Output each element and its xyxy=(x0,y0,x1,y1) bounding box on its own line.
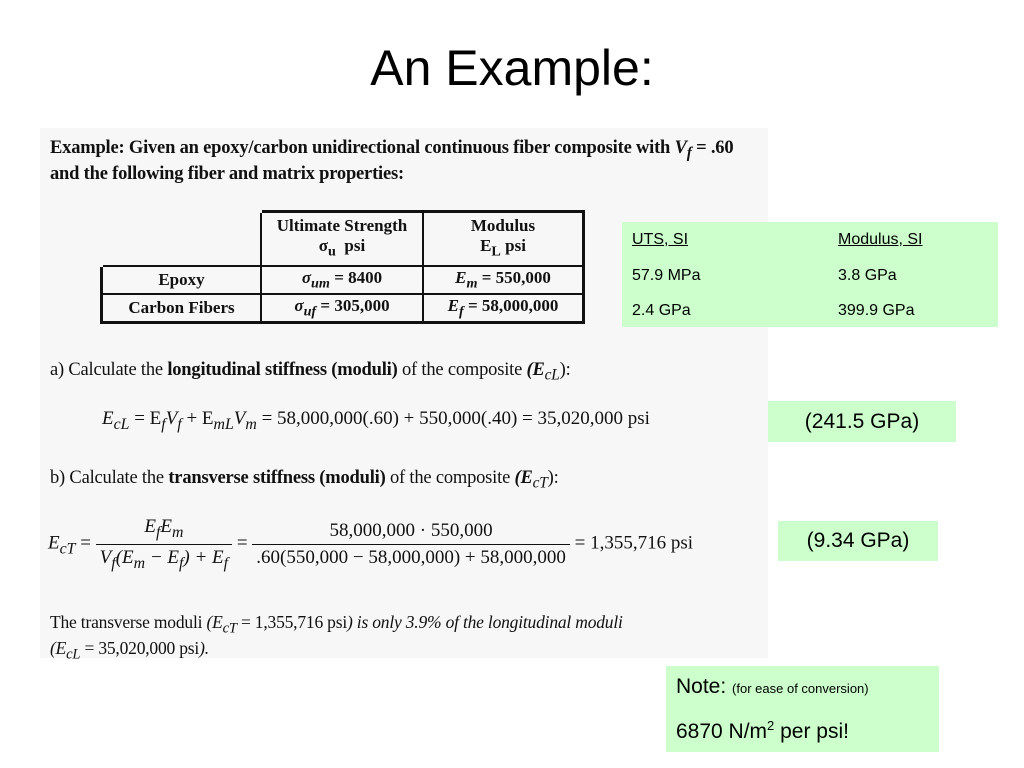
part-a-end: ): xyxy=(559,360,571,380)
eq-a-rhs: = E xyxy=(134,408,162,429)
note-sup: 2 xyxy=(767,718,775,733)
conclusion-a: The transverse moduli xyxy=(50,612,207,632)
header-modulus-symbol: E xyxy=(480,236,492,256)
eq-a-plus: + E xyxy=(181,408,214,429)
part-a-question xyxy=(50,358,571,388)
strength-sub: uf xyxy=(303,303,317,320)
table-row xyxy=(102,294,584,323)
row-epoxy-name: Epoxy xyxy=(102,266,262,294)
header-modulus-unit: psi xyxy=(505,236,526,256)
frac2-denominator: .60(550,000 − 58,000,000) + 58,000,000 xyxy=(256,546,566,568)
strength-symbol: σ xyxy=(294,295,304,315)
slide-title: An Example: xyxy=(370,40,654,96)
example-intro-text: Example: Given an epoxy/carbon unidirectional continuous fiber composite with xyxy=(50,138,671,158)
frac1-num-e: E xyxy=(144,516,156,537)
conclusion2-sym: (E xyxy=(50,638,67,658)
part-b-end: ): xyxy=(547,468,559,488)
frac1-den-sub2: m xyxy=(133,554,146,572)
example-intro-line2: and the following fiber and matrix properties: xyxy=(50,164,404,184)
eq-b-equals: = xyxy=(75,532,96,554)
note-box xyxy=(666,666,939,752)
conclusion2-c: ). xyxy=(199,638,209,658)
si-row-carbon-modulus: 399.9 GPa xyxy=(838,302,915,319)
part-b-prefix: b) Calculate the xyxy=(50,468,169,488)
si-header-uts: UTS, SI xyxy=(632,231,689,248)
table-header-modulus xyxy=(423,212,584,267)
si-units-table xyxy=(622,222,998,327)
conclusion2-sub: cL xyxy=(66,646,81,663)
part-b-suffix: of the composite xyxy=(385,468,515,488)
eq-a-sub4: m xyxy=(245,415,257,433)
row-carbon-name: Carbon Fibers xyxy=(102,294,262,323)
header-modulus-sub: L xyxy=(491,243,501,260)
part-a-symbol: (E xyxy=(526,360,545,380)
row-carbon-modulus xyxy=(423,294,584,323)
part-b-question xyxy=(50,466,559,496)
strength-value: = 8400 xyxy=(329,267,383,287)
fraction-symbolic xyxy=(96,516,232,573)
eq-a-numbers: = 58,000,000(.60) + 550,000(.40) = 35,020,000 psi xyxy=(256,408,650,429)
note-small: (for ease of conversion) xyxy=(732,681,869,696)
part-a-suffix: of the composite xyxy=(397,360,527,380)
vf-sub: f xyxy=(686,144,692,162)
properties-table xyxy=(100,210,585,324)
row-epoxy-strength xyxy=(261,266,423,294)
eq-b-result: = 1,355,716 psi xyxy=(569,532,694,554)
conclusion-sub: cT xyxy=(222,620,237,637)
modulus-sub: f xyxy=(458,303,464,320)
eq-a-sub2: f xyxy=(177,415,182,433)
vf-symbol: V xyxy=(674,138,687,158)
frac1-den-mid: (E xyxy=(115,546,134,568)
conclusion-c: ) is only 3.9% of the longitudinal moduli xyxy=(347,612,623,632)
conclusion-sym: (E xyxy=(206,612,223,632)
strength-symbol: σ xyxy=(301,267,312,287)
header-strength-symbol: σ xyxy=(318,236,329,256)
note-line2 xyxy=(676,720,849,744)
frac1-den-end: ) + E xyxy=(183,546,224,568)
si-row-carbon-uts: 2.4 GPa xyxy=(632,302,691,319)
frac1-den-mid2: − E xyxy=(145,546,179,568)
scanned-example-image xyxy=(40,128,768,663)
modulus-symbol: E xyxy=(455,267,467,287)
note-suffix: per psi! xyxy=(774,720,849,743)
equation-transverse xyxy=(48,516,693,573)
part-b-bold: transverse stiffness (moduli) xyxy=(168,468,386,488)
frac1-num-sub1: f xyxy=(155,523,161,541)
table-header-strength xyxy=(261,212,423,267)
note-line1 xyxy=(676,675,869,699)
modulus-sub: m xyxy=(466,275,478,292)
eq-b-lhs: E xyxy=(48,532,60,554)
eq-a-sub3: mL xyxy=(213,415,234,433)
result-b-box: (9.34 GPa) xyxy=(778,521,938,561)
header-modulus-line1: Modulus xyxy=(470,216,536,236)
frac1-den-sub1: f xyxy=(111,554,116,572)
modulus-value: = 58,000,000 xyxy=(463,295,559,315)
eq-a-sub1: f xyxy=(161,415,166,433)
si-row-epoxy-modulus: 3.8 GPa xyxy=(838,267,897,284)
header-strength-sub: u xyxy=(328,243,336,260)
eq-a-lhs: E xyxy=(102,408,114,429)
part-b-sub: cT xyxy=(532,474,548,492)
frac2-numerator: 58,000,000 · 550,000 xyxy=(252,520,570,545)
frac1-num-sub2: m xyxy=(171,523,184,541)
header-strength-line1: Ultimate Strength xyxy=(276,216,408,236)
row-epoxy-modulus xyxy=(423,266,584,294)
modulus-symbol: E xyxy=(447,295,459,315)
eq-a-v2: V xyxy=(233,408,246,429)
table-corner xyxy=(102,212,262,267)
conclusion2-b: = 35,020,000 psi xyxy=(80,638,200,658)
conclusion-b: = 1,355,716 psi xyxy=(236,612,347,632)
table-row xyxy=(102,266,584,294)
si-header-modulus: Modulus, SI xyxy=(838,231,923,248)
frac1-den-v: V xyxy=(99,546,112,568)
eq-b-equals2: = xyxy=(232,532,253,554)
frac1-num-e2: E xyxy=(160,516,172,537)
note-label: Note: xyxy=(676,675,727,698)
equation-longitudinal xyxy=(102,408,650,434)
part-a-sub: cL xyxy=(544,366,560,384)
strength-value: = 305,000 xyxy=(316,295,390,315)
note-value: 6870 N/m xyxy=(676,720,768,743)
part-b-symbol: (E xyxy=(514,468,533,488)
frac1-den-sub4: f xyxy=(223,554,229,572)
si-row-epoxy-uts: 57.9 MPa xyxy=(632,267,701,284)
header-strength-unit: psi xyxy=(344,236,366,256)
eq-a-v: V xyxy=(165,408,178,429)
fraction-numeric xyxy=(252,520,570,569)
part-a-prefix: a) Calculate the xyxy=(50,360,168,380)
eq-b-lhs-sub: cT xyxy=(59,540,76,558)
row-carbon-strength xyxy=(261,294,423,323)
eq-a-lhs-sub: cL xyxy=(113,415,130,433)
frac1-den-sub3: f xyxy=(179,554,184,572)
strength-sub: um xyxy=(311,275,330,292)
vf-value: = .60 xyxy=(691,138,734,158)
conclusion-line2 xyxy=(50,636,209,668)
result-a-box: (241.5 GPa) xyxy=(768,401,956,442)
part-a-bold: longitudinal stiffness (moduli) xyxy=(167,360,398,380)
modulus-value: = 550,000 xyxy=(477,267,551,287)
